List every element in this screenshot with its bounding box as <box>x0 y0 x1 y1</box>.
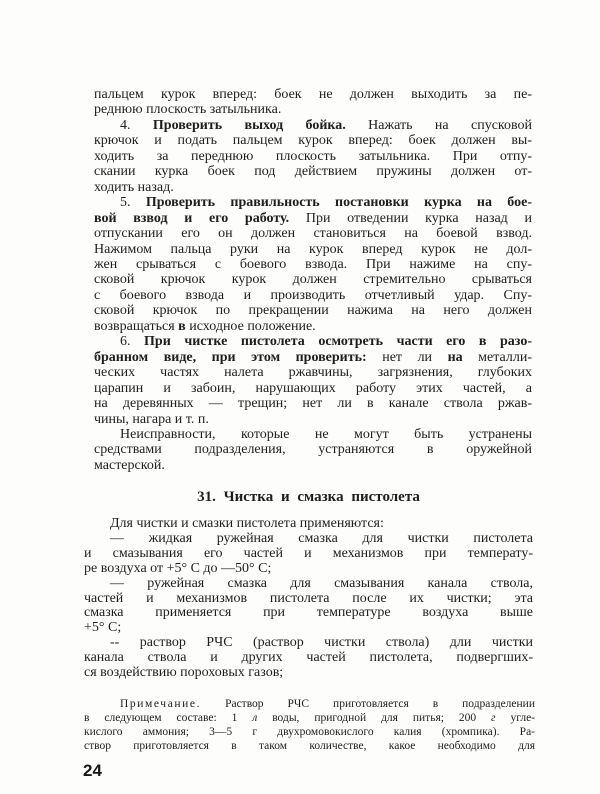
text-segment: ческих частях налета ржавчины, загрязнения, глубоких <box>94 365 532 381</box>
text-segment: ре воздуха от +5° С до —50° С; <box>84 560 272 576</box>
page-number: 24 <box>83 761 102 780</box>
text-line <box>94 242 532 257</box>
bold-text: При чистке пистолета осмотреть части его в разо- <box>144 334 533 350</box>
text-segment: средствами подразделения, устраняются в оружейной <box>94 442 532 458</box>
text-segment: возвращаться <box>94 318 179 334</box>
text-segment: исходное положение. <box>185 318 316 334</box>
bold-text: вой взвод и его работу. <box>94 210 290 226</box>
text-segment: 4. <box>120 117 153 133</box>
italic-text: г <box>491 712 496 724</box>
text-line <box>94 257 532 272</box>
letterspaced-text: Примечание. <box>120 698 202 710</box>
text-segment: сковой крючок по прекращении нажима на него должен <box>94 303 532 319</box>
text-line <box>94 226 532 241</box>
text-line <box>94 195 532 210</box>
text-line <box>84 651 533 666</box>
text-segment: царапин и забоин, нарушающих работу этих частей, а <box>94 380 532 396</box>
text-segment: нет ли <box>366 349 448 365</box>
text-segment: мастерской. <box>94 457 165 473</box>
text-segment: сковой крючок курок должен стремительно срываться <box>94 272 532 288</box>
text-segment: 5. <box>120 195 146 211</box>
text-segment: Неисправности, которые не могут быть устранены <box>120 426 532 442</box>
text-segment: кислого аммония; 3—5 г двухромовокислого калия (хромпика). Ра- <box>84 726 535 738</box>
text-line <box>84 606 533 621</box>
text-segment: крючок и подать пальцем курок вперед: боек должен вы- <box>94 133 532 149</box>
text-line <box>94 164 532 179</box>
text-line <box>94 87 532 102</box>
text-line <box>84 517 533 532</box>
bold-text: бранном виде, при этом проверить: <box>94 349 367 365</box>
text-segment: и смазывания его частей и механизмов при температу- <box>84 545 533 561</box>
text-segment: -- раствор РЧС (раствор чистки ствола) дли чистки <box>110 635 533 651</box>
text-segment: Нажимом пальца руки на курок вперед курок не дол- <box>94 241 532 257</box>
text-line <box>84 547 533 562</box>
paragraph-rchs-solution <box>84 636 533 681</box>
italic-text: л <box>252 712 258 724</box>
text-segment: жен срываться с боевого взвода. При нажиме на спу- <box>94 256 532 272</box>
text-segment: 6. <box>120 334 145 350</box>
footnote-block <box>84 697 535 753</box>
text-segment: реднюю плоскость затыльника. <box>94 102 282 118</box>
text-segment: скании курка боек под действием пружины должен от- <box>94 164 532 180</box>
text-segment: +5° С; <box>84 620 122 636</box>
text-line <box>84 562 533 577</box>
text-line <box>84 532 533 547</box>
text-segment: канала ствола и других частей пистолета, подвергших- <box>84 650 533 666</box>
text-line <box>94 319 532 334</box>
text-segment: ходить назад. <box>94 179 174 195</box>
paragraph-faults <box>94 427 532 473</box>
text-line <box>84 739 535 753</box>
text-segment: металли- <box>462 349 533 365</box>
paragraph-item-4 <box>94 118 532 195</box>
text-line <box>84 725 535 739</box>
paragraph-liquid-oil <box>84 532 533 577</box>
text-segment: пальцем курок вперед: боек не должен выходить за пе- <box>94 87 532 102</box>
text-line <box>94 288 532 303</box>
note-paragraph <box>84 697 535 753</box>
paragraph-item-5 <box>94 195 532 334</box>
text-line <box>84 697 535 711</box>
text-segment: с боевого взвода и производить отчетливый удар. Спу- <box>94 287 532 303</box>
text-line <box>94 272 532 287</box>
text-segment: Нажать на спусковой <box>345 117 533 133</box>
text-segment: на деревянных — трещин; нет ли в канале ствола ржав- <box>94 396 532 412</box>
text-segment: смазка применяется при температуре воздуха выше <box>84 605 533 621</box>
text-line <box>94 334 532 349</box>
text-line <box>94 365 532 380</box>
bold-text: Проверить выход бойка. <box>152 117 346 133</box>
text-segment: Раствор РЧС приготовляется в подразделении <box>201 698 535 710</box>
text-line <box>94 458 532 473</box>
text-segment: ходить за переднюю плоскость затыльника. При отпу- <box>94 148 532 164</box>
text-line <box>84 621 533 636</box>
text-line <box>84 711 535 725</box>
bold-text: в <box>178 318 186 334</box>
section-heading: 31. Чистка и смазка пистолета <box>197 489 420 505</box>
text-line <box>94 427 532 442</box>
text-line <box>94 442 532 457</box>
text-segment: При отведении курка назад и <box>289 210 532 226</box>
text-segment: угле- <box>495 712 536 724</box>
bold-text: Проверить правильность постановки курка на бое- <box>145 195 532 211</box>
text-segment: в следующем составе: 1 <box>84 712 253 724</box>
text-line <box>94 118 532 133</box>
text-line <box>94 350 532 365</box>
text-line <box>94 180 532 195</box>
text-line <box>94 102 532 117</box>
text-line <box>94 211 532 226</box>
text-line <box>94 381 532 396</box>
text-segment: ся воздействию пороховых газов; <box>84 665 284 681</box>
text-line <box>94 396 532 411</box>
text-segment: створ приготовляется в таком количестве, какое необходимо для <box>84 740 535 752</box>
text-line <box>94 133 532 148</box>
bold-text: на <box>447 349 463 365</box>
text-line <box>94 303 532 318</box>
text-line <box>84 577 533 592</box>
text-segment: Для чистки и смазки пистолета применяются: <box>110 516 384 531</box>
text-segment: чины, нагара и т. п. <box>94 411 209 427</box>
body-text-bottom <box>84 517 533 681</box>
text-line <box>84 592 533 607</box>
paragraph-intro <box>84 517 533 532</box>
text-line <box>84 666 533 681</box>
text-line <box>84 636 533 651</box>
text-segment: — жидкая ружейная смазка для чистки пистолета <box>110 530 533 546</box>
text-segment: — ружейная смазка для смазывания канала ствола, <box>110 575 533 591</box>
paragraph-gun-oil <box>84 577 533 637</box>
paragraph-continuation <box>94 87 532 118</box>
text-segment: отпускании его он должен становиться на боевой взвод. <box>94 226 532 242</box>
text-line <box>94 412 532 427</box>
text-segment: частей и механизмов пистолета после их чистки; эта <box>84 590 533 606</box>
paragraph-item-6 <box>94 334 532 427</box>
text-segment: воды, пригодной для питья; 200 <box>257 712 492 724</box>
text-line <box>94 149 532 164</box>
body-text-top <box>94 87 532 473</box>
